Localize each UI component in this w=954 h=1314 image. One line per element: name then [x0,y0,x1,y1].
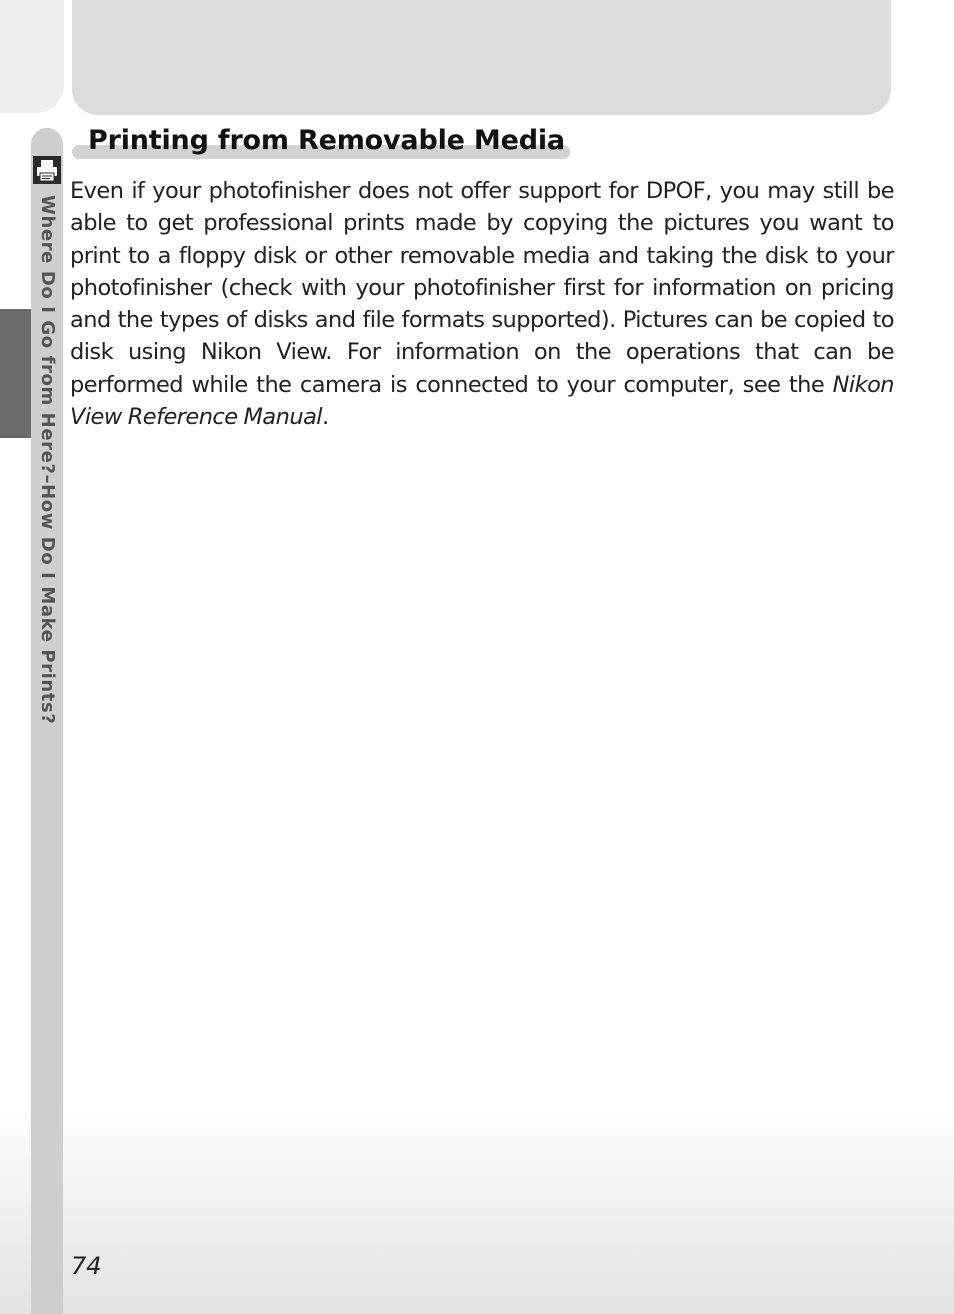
section-heading: Printing from Removable Media [88,125,565,156]
printer-icon [33,156,61,184]
page-number: 74 [71,1252,102,1280]
chapter-title: Where Do I Go from Here?–How Do I Make Prints? [37,195,58,725]
reference-manual-title: Nikon View Reference Manual [70,371,894,431]
corner-panel [0,0,64,113]
chapter-tab-marker [0,309,31,438]
body-text-end: . [322,404,329,431]
body-text: Even if your photofinisher does not offer support for DPOF, you may still be able to get professional prints made by copying the pictures you want to print to a floppy disk or other removable media and taking the disk to your photofinisher (check with your photofinisher first for information on pricing and the types of disks and file formats supported). Pictures can be copied to disk using Nikon View. For information on the operations that can be performed while the camera is connected to your computer, see the [70,178,894,398]
body-paragraph [70,175,894,433]
header-band [72,0,891,115]
